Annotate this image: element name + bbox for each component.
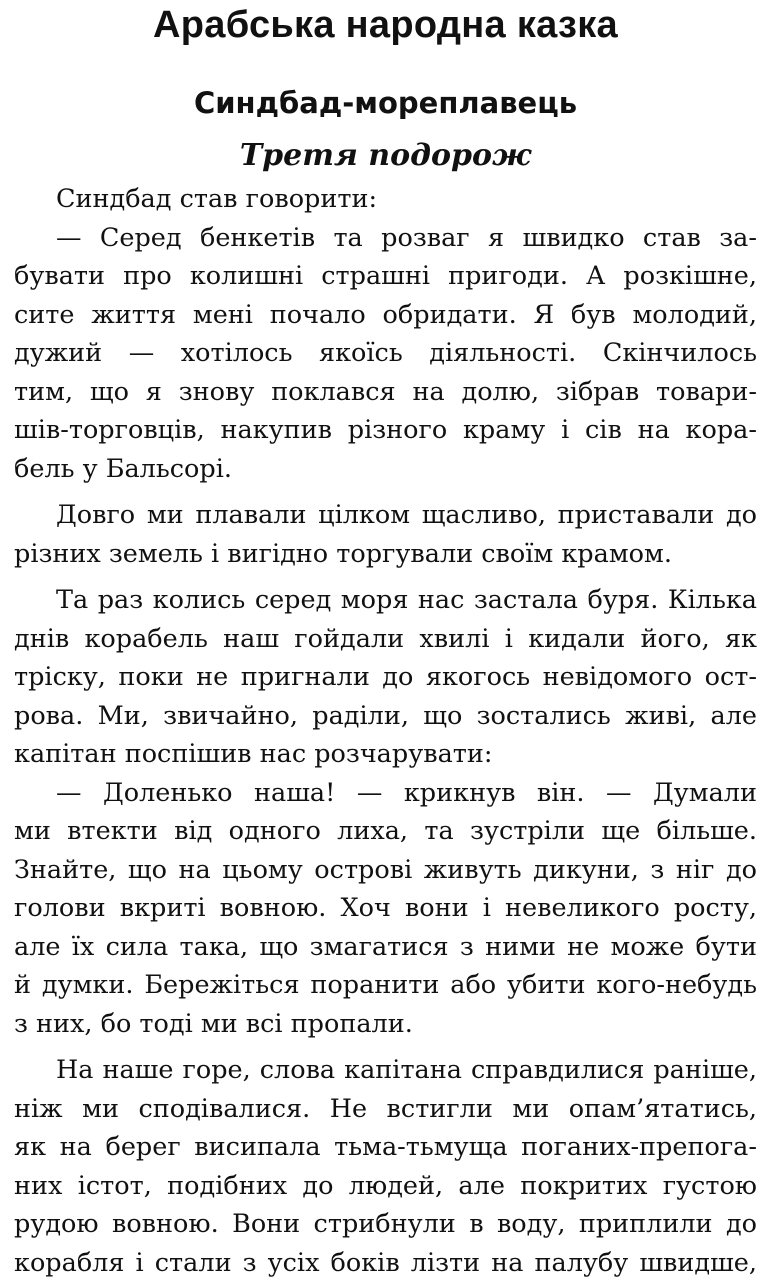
text-line: ніж ми сподівалися. Не встигли ми опам’ятатись, (14, 1090, 757, 1129)
text-line: як на берег висипала тьма-тьмуща поганих-препога- (14, 1128, 757, 1167)
chapter-title: Третя подорож (14, 137, 757, 175)
book-section-heading: Арабська народна казка (14, 2, 757, 48)
paragraph (14, 496, 757, 573)
paragraph (14, 1051, 757, 1282)
text-line: Знайте, що на цьому острові живуть дикуни, з ніг до (14, 851, 757, 890)
text-line: тріску, поки не пригнали до якогось невідомого ост- (14, 658, 757, 697)
document-page (0, 2, 769, 1202)
text-line: них істот, подібних до людей, але покритих густою (14, 1167, 757, 1206)
text-line: Та раз колись серед моря нас застала буря. Кілька (14, 581, 757, 620)
text-line: корабля і стали з усіх боків лізти на палубу швидше, (14, 1244, 757, 1282)
text-line: днів корабель наш гойдали хвилі і кидали його, як (14, 620, 757, 659)
text-line: рова. Ми, звичайно, раділи, що зостались живі, але (14, 697, 757, 736)
text-line: з них, бо тоді ми всі пропали. (14, 1005, 757, 1044)
paragraph (14, 581, 757, 774)
paragraph (14, 180, 757, 219)
text-line: Довго ми плавали цілком щасливо, приставали до (14, 496, 757, 535)
paragraph (14, 774, 757, 1044)
text-line: сите життя мені почало обридати. Я був молодий, (14, 296, 757, 335)
text-line: — Доленько наша! — крикнув він. — Думали (14, 774, 757, 813)
paragraph (14, 219, 757, 489)
text-line: дужий — хотілось якоїсь діяльності. Скінчилось (14, 334, 757, 373)
text-line: тим, що я знову поклався на долю, зібрав товари- (14, 373, 757, 412)
text-line: Синдбад став говорити: (14, 180, 757, 219)
paragraph-spacing (14, 488, 757, 496)
text-line: рудою вовною. Вони стрибнули в воду, приплили до (14, 1205, 757, 1244)
text-line: На наше горе, слова капітана справдилися раніше, (14, 1051, 757, 1090)
text-line: капітан поспішив нас розчарувати: (14, 735, 757, 774)
paragraph-spacing (14, 1043, 757, 1051)
text-line: різних земель і вигідно торгували своїм крамом. (14, 535, 757, 574)
story-body (14, 180, 757, 1282)
text-line: ми втекти від одного лиха, та зустріли ще більше. (14, 812, 757, 851)
text-line: але їх сила така, що змагатися з ними не може бути (14, 928, 757, 967)
text-line: бель у Бальсорі. (14, 450, 757, 489)
story-title: Синдбад-мореплавець (14, 84, 757, 122)
text-line: — Серед бенкетів та розваг я швидко став за- (14, 219, 757, 258)
text-line: бувати про колишні страшні пригоди. А розкішне, (14, 257, 757, 296)
text-line: й думки. Бережіться поранити або убити кого-небудь (14, 966, 757, 1005)
paragraph-spacing (14, 573, 757, 581)
text-line: голови вкриті вовною. Хоч вони і невеликого росту, (14, 889, 757, 928)
text-line: шів-торговців, накупив різного краму і сів на кора- (14, 411, 757, 450)
